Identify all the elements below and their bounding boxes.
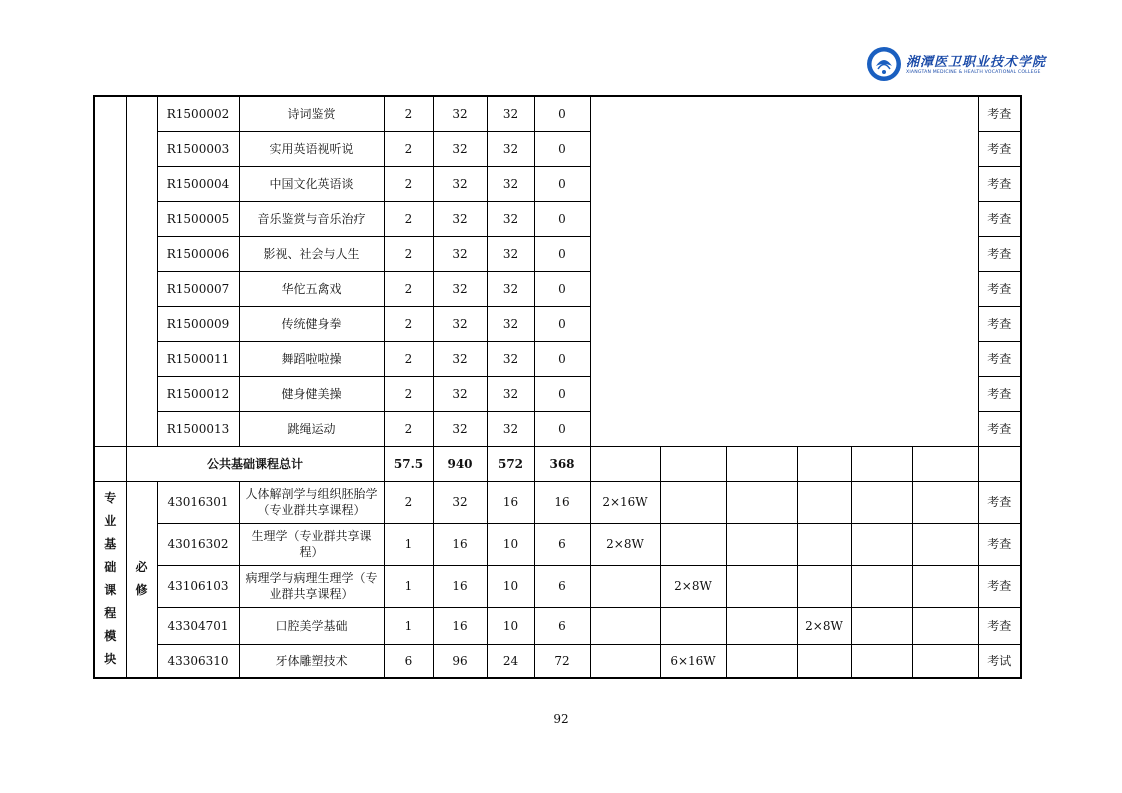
- course-name: 牙体雕塑技术: [239, 644, 384, 678]
- theory-hours: 10: [487, 607, 534, 644]
- semester-cell: [660, 446, 726, 481]
- course-name: 传统健身拳: [239, 306, 384, 341]
- credit: 1: [384, 565, 433, 607]
- practice-hours: 0: [534, 341, 590, 376]
- assessment-method: 考查: [978, 131, 1021, 166]
- course-name: 口腔美学基础: [239, 607, 384, 644]
- credit: 2: [384, 376, 433, 411]
- semester-cells-merged: [590, 96, 978, 446]
- semester-cell: [660, 523, 726, 565]
- semester-cell: [912, 523, 978, 565]
- total-hours: 32: [433, 341, 487, 376]
- assessment-method: 考查: [978, 341, 1021, 376]
- practice-hours: 6: [534, 607, 590, 644]
- course-name: 音乐鉴赏与音乐治疗: [239, 201, 384, 236]
- table-row: [94, 607, 1021, 644]
- total-hours: 32: [433, 411, 487, 446]
- total-hours: 96: [433, 644, 487, 678]
- course-code: R1500002: [157, 96, 239, 131]
- assessment-method: 考查: [978, 411, 1021, 446]
- credit: 2: [384, 201, 433, 236]
- credit: 1: [384, 523, 433, 565]
- practice-hours: 0: [534, 236, 590, 271]
- course-code: R1500007: [157, 271, 239, 306]
- semester-cell: [590, 446, 660, 481]
- module-label: [94, 481, 126, 678]
- semester-cell: [851, 565, 912, 607]
- semester-cell: [851, 446, 912, 481]
- semester-cell: [797, 565, 851, 607]
- assessment-method: 考试: [978, 644, 1021, 678]
- theory-hours: 32: [487, 341, 534, 376]
- semester-cell: 2×8W: [797, 607, 851, 644]
- total-row: [94, 446, 1021, 481]
- course-name: 影视、社会与人生: [239, 236, 384, 271]
- total-hours: 32: [433, 236, 487, 271]
- course-code: R1500012: [157, 376, 239, 411]
- semester-cell: [912, 446, 978, 481]
- semester-cell: [851, 607, 912, 644]
- semester-cell: [590, 565, 660, 607]
- table-row: [94, 523, 1021, 565]
- course-code: 43304701: [157, 607, 239, 644]
- theory-hours: 16: [487, 481, 534, 523]
- theory-hours: 32: [487, 376, 534, 411]
- total-credit: 57.5: [384, 446, 433, 481]
- table-row: [94, 565, 1021, 607]
- semester-cell: [726, 481, 797, 523]
- practice-hours: 6: [534, 565, 590, 607]
- course-name: 舞蹈啦啦操: [239, 341, 384, 376]
- total-hours: 940: [433, 446, 487, 481]
- semester-cell: [660, 607, 726, 644]
- table-row: [94, 644, 1021, 678]
- credit: 2: [384, 341, 433, 376]
- category-cell-empty: [94, 96, 126, 446]
- course-code: 43016302: [157, 523, 239, 565]
- semester-cell: [851, 523, 912, 565]
- total-hours: 32: [433, 96, 487, 131]
- credit: 2: [384, 236, 433, 271]
- assessment-method: 考查: [978, 565, 1021, 607]
- total-hours: 32: [433, 201, 487, 236]
- credit: 2: [384, 481, 433, 523]
- total-practice: 368: [534, 446, 590, 481]
- semester-cell: 2×8W: [660, 565, 726, 607]
- semester-cell: [726, 446, 797, 481]
- theory-hours: 32: [487, 201, 534, 236]
- total-label: 公共基础课程总计: [126, 446, 384, 481]
- credit: 2: [384, 411, 433, 446]
- semester-cell: [797, 523, 851, 565]
- total-assess-empty: [978, 446, 1021, 481]
- module-type: [126, 481, 157, 678]
- total-hours: 32: [433, 271, 487, 306]
- table-row: [94, 481, 1021, 523]
- credit: 2: [384, 271, 433, 306]
- practice-hours: 0: [534, 306, 590, 341]
- college-logo: [866, 46, 1047, 84]
- assessment-method: 考查: [978, 306, 1021, 341]
- practice-hours: 0: [534, 376, 590, 411]
- course-code: R1500003: [157, 131, 239, 166]
- theory-hours: 10: [487, 565, 534, 607]
- practice-hours: 0: [534, 166, 590, 201]
- assessment-method: 考查: [978, 166, 1021, 201]
- curriculum-table: [93, 95, 1022, 679]
- course-name: 中国文化英语谈: [239, 166, 384, 201]
- course-code: R1500009: [157, 306, 239, 341]
- total-hours: 16: [433, 523, 487, 565]
- semester-cell: [912, 481, 978, 523]
- course-name: 人体解剖学与组织胚胎学（专业群共享课程）: [239, 481, 384, 523]
- semester-cell: [726, 607, 797, 644]
- course-name: 诗词鉴赏: [239, 96, 384, 131]
- semester-cell: 6×16W: [660, 644, 726, 678]
- credit: 6: [384, 644, 433, 678]
- course-name: 实用英语视听说: [239, 131, 384, 166]
- assessment-method: 考查: [978, 271, 1021, 306]
- assessment-method: 考查: [978, 376, 1021, 411]
- course-code: R1500005: [157, 201, 239, 236]
- total-hours: 32: [433, 131, 487, 166]
- theory-hours: 32: [487, 271, 534, 306]
- credit: 2: [384, 131, 433, 166]
- total-category-empty: [94, 446, 126, 481]
- semester-cell: [912, 644, 978, 678]
- course-code: 43016301: [157, 481, 239, 523]
- theory-hours: 10: [487, 523, 534, 565]
- course-code: R1500004: [157, 166, 239, 201]
- course-code: R1500011: [157, 341, 239, 376]
- course-name: 华佗五禽戏: [239, 271, 384, 306]
- semester-cell: [797, 644, 851, 678]
- theory-hours: 32: [487, 306, 534, 341]
- page-number: 92: [553, 712, 569, 726]
- practice-hours: 0: [534, 271, 590, 306]
- total-hours: 32: [433, 376, 487, 411]
- theory-hours: 32: [487, 236, 534, 271]
- course-name: 健身健美操: [239, 376, 384, 411]
- college-emblem-icon: [866, 46, 902, 82]
- practice-hours: 0: [534, 411, 590, 446]
- semester-cell: [912, 607, 978, 644]
- semester-cell: [726, 644, 797, 678]
- total-hours: 32: [433, 166, 487, 201]
- theory-hours: 32: [487, 411, 534, 446]
- table-row: [94, 96, 1021, 131]
- course-code: 43306310: [157, 644, 239, 678]
- semester-cell: [726, 523, 797, 565]
- assessment-method: 考查: [978, 523, 1021, 565]
- practice-hours: 0: [534, 131, 590, 166]
- practice-hours: 6: [534, 523, 590, 565]
- type-cell-empty: [126, 96, 157, 446]
- total-hours: 32: [433, 481, 487, 523]
- credit: 2: [384, 306, 433, 341]
- theory-hours: 24: [487, 644, 534, 678]
- semester-cell: [797, 481, 851, 523]
- theory-hours: 32: [487, 166, 534, 201]
- semester-cell: [851, 481, 912, 523]
- module-label-text: 专业基础课程模块: [104, 491, 117, 667]
- assessment-method: 考查: [978, 96, 1021, 131]
- credit: 2: [384, 96, 433, 131]
- practice-hours: 72: [534, 644, 590, 678]
- total-hours: 16: [433, 565, 487, 607]
- credit: 1: [384, 607, 433, 644]
- total-hours: 16: [433, 607, 487, 644]
- semester-cell: [590, 607, 660, 644]
- module-type-text: 必修: [135, 560, 148, 598]
- semester-cell: [660, 481, 726, 523]
- practice-hours: 0: [534, 201, 590, 236]
- semester-cell: [797, 446, 851, 481]
- assessment-method: 考查: [978, 236, 1021, 271]
- assessment-method: 考查: [978, 481, 1021, 523]
- assessment-method: 考查: [978, 201, 1021, 236]
- assessment-method: 考查: [978, 607, 1021, 644]
- course-name: 跳绳运动: [239, 411, 384, 446]
- semester-cell: [851, 644, 912, 678]
- semester-cell: 2×16W: [590, 481, 660, 523]
- course-code: R1500013: [157, 411, 239, 446]
- college-name-cn: 湘潭医卫职业技术学院: [906, 55, 1047, 70]
- semester-cell: [590, 644, 660, 678]
- practice-hours: 0: [534, 96, 590, 131]
- course-name: 病理学与病理生理学（专业群共享课程）: [239, 565, 384, 607]
- semester-cell: 2×8W: [590, 523, 660, 565]
- practice-hours: 16: [534, 481, 590, 523]
- total-hours: 32: [433, 306, 487, 341]
- semester-cell: [912, 565, 978, 607]
- semester-cell: [726, 565, 797, 607]
- credit: 2: [384, 166, 433, 201]
- theory-hours: 32: [487, 131, 534, 166]
- total-theory: 572: [487, 446, 534, 481]
- college-name-en: XIANGTAN MEDICINE & HEALTH VOCATIONAL COLLEGE: [906, 70, 1041, 75]
- course-name: 生理学（专业群共享课程）: [239, 523, 384, 565]
- course-code: 43106103: [157, 565, 239, 607]
- course-code: R1500006: [157, 236, 239, 271]
- theory-hours: 32: [487, 96, 534, 131]
